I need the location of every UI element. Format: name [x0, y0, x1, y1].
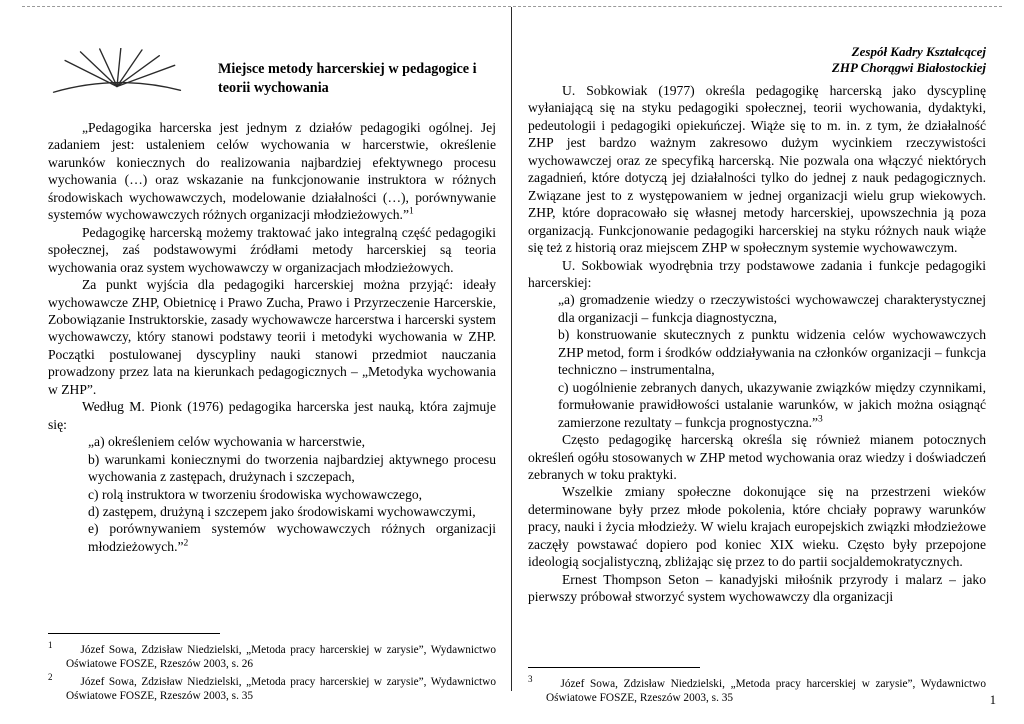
list-item-b: b) warunkami koniecznymi do tworzenia najbardziej aktywnego procesu wychowania z zastępach, drużynach i szczepach,: [88, 451, 496, 485]
list-item-d: d) zastępem, drużyną i szczepem jako środowiskami wychowawczymi,: [88, 503, 476, 519]
sunrise-rays-logo-icon: [48, 48, 186, 98]
paragraph: Pedagogikę harcerską możemy traktować jako integralną część pedagogiki społecznej, zaś podstawowymi źródłami metody harcerskiej są teoria wychowania oraz system wychowawczy w organizacjach młodzieżowych.: [48, 224, 496, 275]
enumerated-list: [48, 433, 496, 555]
document-header: [48, 44, 496, 106]
paragraph-text: „Pedagogika harcerska jest jednym z działów pedagogiki ogólnej. Jej zadaniem jest: ustaleniem celów wychowania w harcerstwie, określenie warunków koniecznych do realizowania najbardziej efektywnego procesu wychowania (…) oraz wskazanie na funkcjonowanie instruktora w różnych środowiskach wychowawczych, modelowanie działalności (…), porównywanie systemów wychowawczych różnych organizacji młodzieżowych.”: [48, 120, 496, 223]
footnote-text: Józef Sowa, Zdzisław Niedzielski, „Metoda pracy harcerskiej w zarysie”, Wydawnictwo Oświatowe FOSZE, Rzeszów 2003, s. 35: [546, 677, 986, 704]
paragraph: Według M. Pionk (1976) pedagogika harcerska jest nauką, która zajmuje się:: [48, 399, 496, 432]
footnote-ref-2: 2: [183, 538, 189, 549]
list-item-b: b) konstruowanie skutecznych z punktu widzenia celów wychowawczych ZHP metod, form i środków oddziaływania na członków organizacji – funkcja techniczno – instrumentalna,: [558, 327, 986, 378]
paragraph: Za punkt wyjścia dla pedagogiki harcerskiej można przyjąć: ideały wychowawcze ZHP, Obietnicę i Prawo Zucha, Prawo i Przyrzeczenie Harcerskie, Zobowiązanie Instruktorskie, zasady wychowawcze harcerstwa i harcerski system wychowawczy, który stanowi podstawy teorii i metodyki wychowania w ZHP. Początki postulowanej dyscypliny nauki stanowi przedmiot nauczania prowadzony przez lata na kierunkach pedagogicznych – „Metodyka wychowania w ZHP”.: [48, 277, 496, 397]
page-top-border: [22, 6, 1002, 7]
right-column: [528, 44, 986, 606]
list-item-e: [88, 520, 496, 555]
footnote-text: Józef Sowa, Zdzisław Niedzielski, „Metoda pracy harcerskiej w zarysie”, Wydawnictwo Oświatowe FOSZE, Rzeszów 2003, s. 26: [66, 643, 496, 670]
enumerated-list: [528, 291, 986, 431]
document-title: Miejsce metody harcerskiej w pedagogice i teorii wychowania: [218, 61, 477, 96]
left-column: [48, 44, 496, 555]
footnote-text: Józef Sowa, Zdzisław Niedzielski, „Metoda pracy harcerskiej w zarysie”, Wydawnictwo Oświatowe FOSZE, Rzeszów 2003, s. 35: [66, 676, 496, 702]
page-number: 1: [989, 693, 996, 707]
footnotes-left: [48, 633, 496, 704]
footnote-3: [528, 673, 986, 705]
list-item-text: e) porównywaniem systemów wychowawczych różnych organizacji młodzieżowych.”: [88, 521, 496, 554]
footnote-2: [48, 671, 496, 703]
list-item-a: „a) gromadzenie wiedzy o rzeczywistości wychowawczej charakterystycznej dla organizacji – funkcja diagnostyczna,: [558, 292, 986, 325]
list-item-c: [558, 379, 986, 431]
paragraph: Często pedagogikę harcerską określa się również mianem potocznych określeń ogółu stosowanych w ZHP metod wychowania oraz wiedzy i doświadczeń zebranych w toku praktyki.: [528, 432, 986, 482]
list-item-c: c) rolą instruktora w tworzeniu środowiska wychowawczego,: [88, 486, 423, 502]
footnote-marker: 1: [48, 640, 53, 650]
paragraph: Wszelkie zmiany społeczne dokonujące się na przestrzeni wieków determinowane były przez młode pokolenia, które chciały poprawy warunków pracy, nauki i życia młodzieży. W wielu krajach europejskich związki młodzieżowe zaczęły powstawać dopiero pod koniec XIX wieku. Często były przepojone ideologią socjalistyczną, zbliżając się przez to do partii socjaldemokratycznych.: [528, 484, 986, 570]
list-item-a: „a) określeniem celów wychowania w harcerstwie,: [88, 434, 366, 450]
footnote-ref-1: 1: [408, 206, 414, 217]
footnote-ref-3: 3: [818, 414, 823, 425]
footnote-separator: [48, 633, 220, 634]
paragraph: [48, 119, 496, 224]
organization-header: [528, 44, 986, 75]
paragraph: Ernest Thompson Seton – kanadyjski miłośnik przyrody i malarz – jako pierwszy próbował stworzyć system wychowawczy dla organizacji: [528, 571, 986, 605]
footnote-marker: 2: [48, 672, 53, 683]
column-divider-line: [511, 7, 512, 691]
paragraph: U. Sokbowiak wyodrębnia trzy podstawowe zadania i funkcje pedagogiki harcerskiej:: [528, 257, 986, 290]
organization-name-line1: Zespół Kadry Kształcącej: [851, 44, 986, 59]
footnotes-right: [528, 667, 986, 705]
footnote-separator: [528, 667, 700, 668]
paragraph: U. Sobkowiak (1977) określa pedagogikę harcerską jako dyscyplinę wyłaniającą się na styku pedagogiki społecznej, teorii wychowania, dydaktyki, pedeutologii i pedagogiki opiekuńczej. Wiąże się to m. in. z tym, że działalność ZHP jest bardzo ważnym zakresowo dużym wycinkiem rzeczywistości wychowawczej oraz ze specyfiką harcerską. Nie pozwala ona włączyć niektórych zagadnień, które dotyczą jej działalności tylko do jednej z nauk pedagogicznych. Związane jest to z występowaniem w jednej organizacji wielu grup wiekowych. ZHP, które dopracowało się własnej metody harcerskiej, upowszechnia ją poza organizacją. Funkcjonowanie pedagogiki harcerskiej na styku różnych nauk wiąże się też z historią oraz miejscem ZHP w społecznym systemie wychowawczym.: [528, 83, 986, 256]
list-item-text: c) uogólnienie zebranych danych, ukazywanie związków między czynnikami, formułowanie prawidłowości ustalanie warunków, w jakich można osiągnąć zamierzone rezultaty – funkcja prognostyczna.”: [558, 379, 986, 430]
footnote-1: [48, 639, 496, 671]
footnote-marker: 3: [528, 674, 533, 684]
organization-name-line2: ZHP Chorągwi Białostockiej: [831, 59, 986, 75]
